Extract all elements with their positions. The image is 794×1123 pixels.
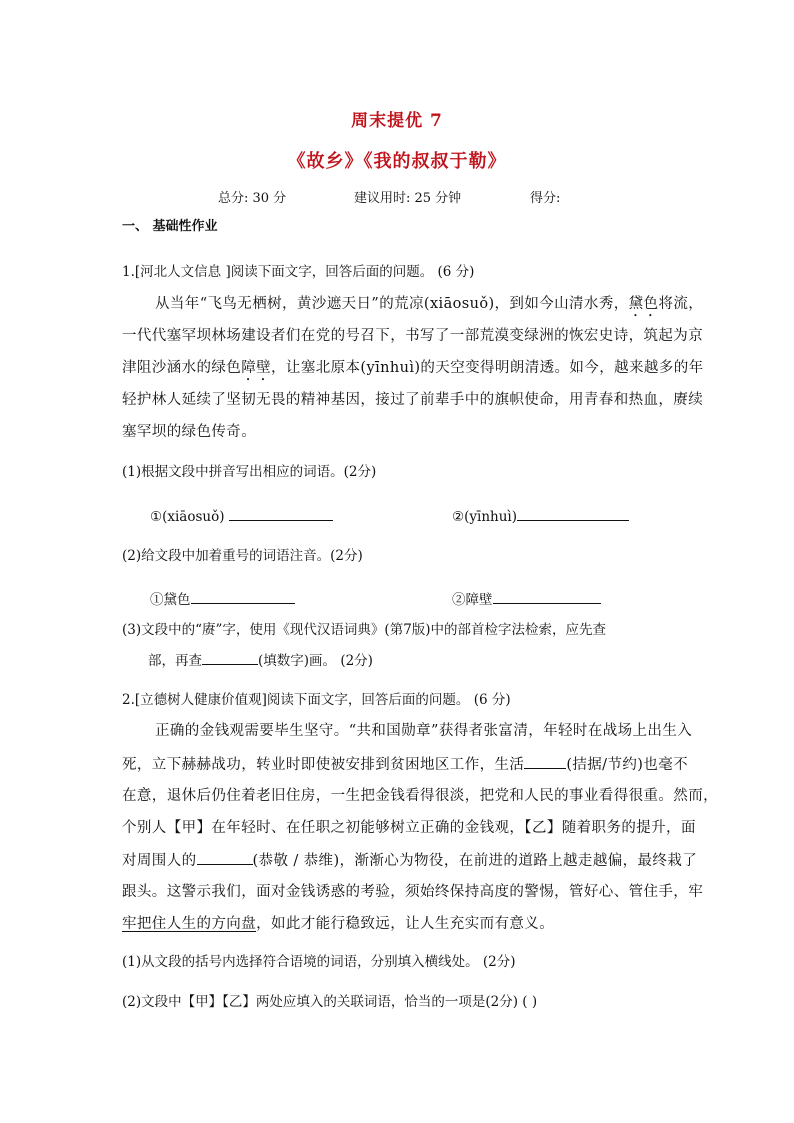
q2-passage-line xyxy=(122,914,554,934)
q2-stem: 2.[立德树人健康价值观]阅读下面文字，回答后面的问题。 (6 分) xyxy=(122,692,511,708)
q1-stem: 1.[河北人文信息 ]阅读下面文字，回答后面的问题。 (6 分) xyxy=(122,264,475,280)
page-title: 周末提优 7 xyxy=(351,111,443,131)
q1-sub3: (3)文段中的“赓”字，使用《现代汉语词典》(第7版)中的部首检字法检索，应先查 xyxy=(122,622,607,638)
q2-l2-post: (拮据/节约)也毫不 xyxy=(566,757,689,773)
q2-l7-post: ，如此才能行稳致远，让人生充实而有意义。 xyxy=(256,916,555,932)
q1-sub2-a-label: ①黛色 xyxy=(150,592,191,608)
q1-sub3-cont xyxy=(148,650,373,671)
q1-sub1-b xyxy=(452,506,629,527)
answer-blank[interactable] xyxy=(191,589,295,604)
q2-l5-post: (恭敬 / 恭维)，渐渐心为物役，在前进的道路上越走越偏，最终栽了 xyxy=(252,853,698,869)
q1-sub2: (2)给文段中加着重号的词语注音。(2分) xyxy=(122,548,363,564)
q1-sub1: (1)根据文段中拼音写出相应的词语。(2分) xyxy=(122,464,377,480)
q1-sub2-a xyxy=(150,589,295,610)
q2-l5-pre: 对周围人的 xyxy=(122,853,197,869)
q1-sub3-post: (填数字)画。 (2分) xyxy=(258,653,373,669)
page-subtitle: 《故乡》《我的叔叔于勒》 xyxy=(287,151,507,172)
q1-passage-line: 从当年“飞鸟无栖树，黄沙遮天日”的荒凉(xiāosuǒ)，到如今山清水秀，黛色将流， xyxy=(155,296,704,312)
q2-passage-line: 正确的金钱观需要毕生坚守。“共和国勋章”获得者张富清，年轻时在战场上出生入 xyxy=(155,723,693,739)
answer-blank[interactable] xyxy=(197,850,253,865)
q2-sub2: (2)文段中【甲】【乙】两处应填入的关联词语，恰当的一项是(2分) ( ) xyxy=(122,994,538,1010)
q2-sub1: (1)从文段的括号内选择符合语境的词语，分别填入横线处。 (2分) xyxy=(122,954,516,970)
q1-sub2-b-label: ②障壁 xyxy=(452,592,493,608)
q1-passage-line: 轻护林人延续了坚韧无畏的精神基因，接过了前辈手中的旗帜使命，用青春和热血，赓续 xyxy=(122,392,704,408)
q1-sub2-b xyxy=(452,589,601,610)
q1-sub1-b-label: ②(yīnhuì) xyxy=(452,509,517,525)
q1-sub1-a-label: ①(xiāosuǒ) xyxy=(150,509,225,525)
answer-blank[interactable] xyxy=(524,754,566,769)
answer-blank[interactable] xyxy=(517,506,629,521)
q2-passage-line xyxy=(122,754,688,775)
answer-blank[interactable] xyxy=(493,589,601,604)
answer-blank[interactable] xyxy=(202,650,258,665)
total-score: 总分: 30 分 xyxy=(218,191,287,206)
q1-passage-line: 一代代塞罕坝林场建设者们在党的号召下，书写了一部荒漠变绿洲的恢宏史诗，筑起为京 xyxy=(122,328,704,344)
underlined-phrase: 牢把住人生的方向盘 xyxy=(122,916,257,932)
suggested-time: 建议用时: 25 分钟 xyxy=(354,191,462,206)
q2-passage-line xyxy=(122,850,697,871)
q1-sub3-pre: 部，再查 xyxy=(148,653,202,669)
q1-passage-line: 塞罕坝的绿色传奇。 xyxy=(122,424,257,440)
q2-l2-pre: 死，立下赫赫战功，转业时即使被安排到贫困地区工作，生活 xyxy=(122,757,525,773)
answer-blank[interactable] xyxy=(229,506,333,521)
score-label: 得分: xyxy=(530,191,561,206)
section-heading: 一、 基础性作业 xyxy=(122,219,218,234)
q2-passage-line: 个别人【甲】在年轻时、在任职之初能够树立正确的金钱观，【乙】随着职务的提升，面 xyxy=(122,820,696,836)
q1-passage-line: 津阻沙涵水的绿色障壁，让塞北原本(yīnhuì)的天空变得明朗清透。如今，越来越多的年 xyxy=(122,360,704,376)
q2-passage-line: 在意，退休后仍住着老旧住房，一生把金钱看得很淡，把党和人民的事业看得很重。然而， xyxy=(122,788,718,804)
q2-passage-line: 跟头。这警示我们，面对金钱诱惑的考验，须始终保持高度的警惕，管好心、管住手，牢 xyxy=(122,884,704,900)
q1-sub1-a xyxy=(150,506,333,527)
